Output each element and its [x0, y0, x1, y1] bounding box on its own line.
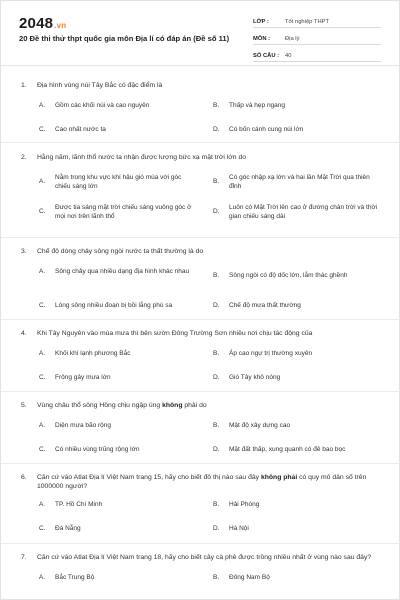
option-c[interactable] — [39, 525, 81, 534]
option-text: Hải Phòng — [229, 501, 260, 508]
option-letter: B. — [213, 178, 220, 186]
question-text-part: phải do — [182, 402, 207, 409]
question-divider — [1, 142, 400, 143]
option-text: Chế độ mưa thất thường — [229, 302, 301, 309]
option-a[interactable] — [39, 268, 211, 277]
option-text: Bắc Trung Bộ — [55, 574, 95, 581]
option-letter: A. — [39, 501, 46, 508]
question-number: 4. — [21, 330, 27, 337]
option-text: Cao nhất nước ta — [55, 126, 106, 133]
option-letter: D. — [213, 374, 220, 381]
option-a[interactable] — [39, 350, 130, 359]
option-b[interactable] — [213, 102, 285, 111]
question-text: Căn cứ vào Atlat Địa lí Việt Nam trang 18, hãy cho biết cây cà phê được trồng nhiều nhất ở vùng nào sau đây? — [37, 554, 372, 561]
meta-count-row — [253, 47, 381, 62]
option-letter: D. — [213, 446, 220, 453]
question-text: Chế độ dòng chảy sông ngòi nước ta thất thường là do — [37, 248, 204, 255]
option-a[interactable] — [39, 174, 211, 191]
meta-value: Địa lý — [285, 36, 300, 42]
option-text: Có nhiều vùng trũng rộng lớn — [55, 446, 140, 453]
option-text: Gồm các khối núi và cao nguyên — [55, 102, 150, 109]
option-letter: B. — [213, 272, 220, 279]
option-text: Nằm trong khu vực khí hậu gió mùa với góc chiếu sáng lớn — [55, 174, 182, 190]
header-divider — [1, 65, 400, 66]
option-text: Thấp và hẹp ngang — [229, 102, 286, 109]
question-5 — [21, 401, 383, 460]
option-text: Lòng sông nhiều đoạn bị bồi lắng phù sa — [55, 302, 173, 309]
option-letter: B. — [213, 350, 220, 357]
option-letter: A. — [39, 574, 46, 581]
option-d[interactable] — [213, 374, 280, 383]
option-letter: B. — [213, 422, 220, 429]
option-c[interactable] — [39, 374, 111, 383]
logo-domain: .vn — [54, 21, 67, 30]
option-text: TP. Hồ Chí Minh — [55, 501, 103, 508]
option-text: Áp cao ngự trị thường xuyên — [229, 350, 313, 357]
question-1 — [21, 81, 383, 140]
question-divider — [1, 319, 400, 320]
question-number: 7. — [21, 554, 27, 561]
question-text: Hằng năm, lãnh thổ nước ta nhận được lượng bức xạ mặt trời lớn do — [37, 154, 246, 161]
question-divider — [1, 543, 400, 544]
question-number: 1. — [21, 82, 27, 89]
option-letter: B. — [213, 574, 220, 581]
option-text: Frông gây mưa lớn — [55, 374, 111, 381]
question-number: 3. — [21, 248, 27, 255]
question-text-part: có quy mô dân số trên 1000000 người? — [37, 474, 367, 490]
question-4 — [21, 329, 383, 388]
option-text: Có góc nhập xạ lớn và hai lần Mặt Trời qua thiên đỉnh — [229, 174, 370, 190]
question-text-part: Căn cứ vào Atlat Địa lí Việt Nam trang 15, hãy cho biết đô thị nào sau đây — [37, 474, 261, 481]
option-letter: C. — [39, 374, 46, 381]
meta-key: MÔN : — [253, 36, 271, 42]
option-b[interactable] — [213, 350, 312, 359]
question-emphasis: không phải — [260, 474, 298, 481]
question-3 — [21, 247, 383, 322]
option-d[interactable] — [213, 204, 383, 221]
option-text: Được tia sáng mặt trời chiếu sáng vuông góc ở mọi nơi trên lãnh thổ — [55, 204, 192, 220]
option-text: Có bốn cánh cung núi lớn — [229, 126, 304, 133]
option-d[interactable] — [213, 525, 249, 534]
meta-subject-row — [253, 30, 381, 45]
option-letter: D. — [213, 126, 220, 133]
option-d[interactable] — [213, 302, 301, 311]
option-letter: B. — [213, 102, 220, 109]
question-divider — [1, 463, 400, 464]
option-a[interactable] — [39, 574, 94, 583]
question-emphasis: không — [162, 402, 183, 409]
question-number: 2. — [21, 154, 27, 161]
option-a[interactable] — [39, 102, 149, 111]
question-divider — [1, 237, 400, 238]
question-text-part: Vùng châu thổ sông Hồng chịu ngập úng — [37, 402, 163, 409]
option-d[interactable] — [213, 446, 345, 455]
option-letter: A. — [39, 350, 46, 357]
option-letter: D. — [213, 302, 220, 309]
option-b[interactable] — [213, 574, 270, 583]
option-d[interactable] — [213, 126, 303, 135]
question-divider — [1, 391, 400, 392]
option-letter: A. — [39, 102, 46, 109]
option-text: Sông ngòi có độ dốc lớn, lắm thác ghềnh — [229, 272, 348, 279]
option-letter: B. — [213, 501, 220, 508]
option-letter: C. — [39, 208, 46, 216]
meta-key: LỚP : — [253, 19, 269, 25]
option-text: Gió Tây khô nóng — [229, 374, 281, 381]
option-text: Sông chảy qua nhiều dạng địa hình khác nhau — [55, 268, 190, 275]
option-c[interactable] — [39, 204, 211, 221]
option-letter: D. — [213, 525, 220, 532]
question-2 — [21, 153, 383, 238]
question-6 — [21, 473, 383, 541]
meta-value: Tốt nghiệp THPT — [285, 19, 330, 25]
option-b[interactable] — [213, 272, 347, 281]
option-text: Hà Nội — [229, 525, 249, 532]
option-c[interactable] — [39, 126, 106, 135]
question-number: 6. — [21, 474, 27, 481]
option-letter: C. — [39, 446, 46, 453]
option-letter: A. — [39, 268, 46, 275]
option-letter: D. — [213, 208, 220, 216]
document-title: 20 Đề thi thử thpt quốc gia môn Địa lí có đáp án (Đề số 11) — [19, 34, 230, 43]
option-text: Diện mưa bão rộng — [55, 422, 112, 429]
option-text: Khối khí lạnh phương Bắc — [55, 350, 131, 357]
option-letter: C. — [39, 525, 46, 532]
question-number: 5. — [21, 402, 27, 409]
question-text: Khi Tây Nguyên vào mùa mưa thì bên sườn Đông Trường Sơn nhiều nơi chịu tác động của — [37, 330, 313, 337]
option-b[interactable] — [213, 501, 259, 510]
option-letter: A. — [39, 422, 46, 429]
option-letter: C. — [39, 302, 46, 309]
option-text: Đông Nam Bộ — [229, 574, 270, 581]
question-text: Địa hình vùng núi Tây Bắc có đặc điểm là — [37, 82, 163, 89]
option-text: Luôn có Mặt Trời lên cao ở đường chân trời và thời gian chiếu sáng dài — [229, 204, 378, 220]
option-b[interactable] — [213, 174, 383, 191]
option-text: Mặt đất thấp, xung quanh có đê bao bọc — [229, 446, 346, 453]
question-text — [37, 473, 383, 491]
meta-value: 40 — [285, 53, 292, 59]
logo-number: 2048 — [19, 15, 54, 32]
option-letter: A. — [39, 178, 46, 186]
option-text: Đà Nẵng — [55, 525, 81, 532]
site-logo[interactable] — [19, 15, 66, 32]
option-c[interactable] — [39, 446, 139, 455]
option-text: Mật độ xây dựng cao — [229, 422, 291, 429]
meta-class-row — [253, 13, 381, 28]
question-text — [37, 401, 383, 410]
meta-key: SỐ CÂU : — [253, 53, 280, 59]
option-a[interactable] — [39, 501, 102, 510]
option-b[interactable] — [213, 422, 290, 431]
exam-meta — [253, 13, 381, 64]
option-a[interactable] — [39, 422, 111, 431]
question-7 — [21, 553, 383, 588]
option-letter: C. — [39, 126, 46, 133]
option-c[interactable] — [39, 302, 172, 311]
